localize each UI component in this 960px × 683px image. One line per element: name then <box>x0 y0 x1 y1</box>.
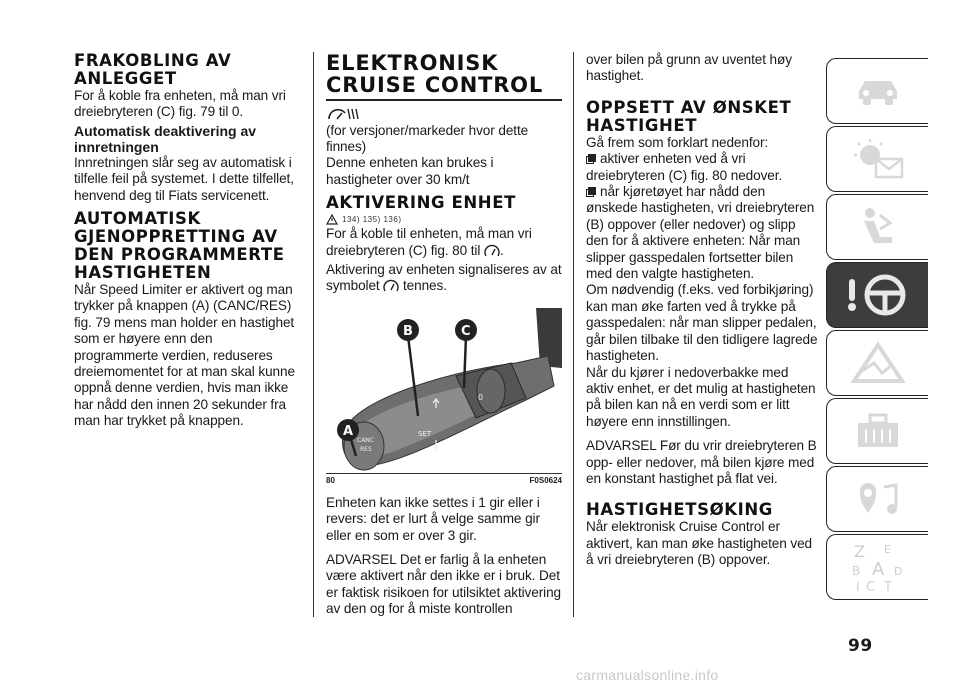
index-letter-t: T <box>883 580 892 595</box>
section-title: ELEKTRONISK CRUISE CONTROL <box>326 51 543 97</box>
paragraph-auto-deaktivering: Innretningen slår seg av automatisk i tilfelle feil på systemet. I dette tilfellet, henvend deg til Fiats servicenett. <box>74 154 294 203</box>
column-right <box>586 52 818 569</box>
cruise-symbol-icon <box>484 244 500 262</box>
tab-driving[interactable] <box>826 262 928 328</box>
warning-triangle-small-icon <box>326 214 338 225</box>
index-letter-a: A <box>871 559 884 580</box>
bullet-item-2 <box>586 184 818 282</box>
tab-warning-lights[interactable] <box>826 126 928 192</box>
paragraph-nodvendig: Om nødvendig (f.eks. ved forbikjøring) kan man øke farten ved å trykke på gasspedalen: når man slipper pedalen, går bilen tilbake til den tidligere lagrede hastigheten. <box>586 282 818 364</box>
warning-refs <box>326 214 562 225</box>
paragraph-hastigheter: Denne enheten kan brukes i hastigheter over 30 km/t <box>326 155 494 187</box>
paragraph-versjoner: (for versjoner/markeder hvor dette finnes) <box>326 122 529 154</box>
callout-b: B <box>403 323 413 339</box>
paragraph-nedoverbakke: Når du kjører i nedoverbakke med aktiv enhet, er det mulig at hastigheten på bilen kan nå en verdi som er litt høyere enn innstillingen. <box>586 364 816 429</box>
paragraph-advarsel-2: ADVARSEL Før du vrir dreiebryteren B opp- eller nedover, må bilen kjøre med en konstant hastighet på flat vei. <box>586 438 817 486</box>
footer-watermark: carmanualsonline.info <box>576 667 719 683</box>
paragraph-signal-text: Aktivering av enheten signaliseres av at symbolet <box>326 261 562 294</box>
heading-oppsett: OPPSETT AV ØNSKET HASTIGHET <box>586 97 792 135</box>
paragraph-koble-til <box>326 226 562 262</box>
heading-frakobling: FRAKOBLING AV ANLEGGET <box>74 51 232 88</box>
paragraph-signal <box>326 262 562 298</box>
car-icon <box>853 71 903 111</box>
paragraph-signal-end: tennes. <box>402 278 447 294</box>
index-letter-d: D <box>893 565 902 578</box>
cruise-symbol-icon-2 <box>383 279 399 297</box>
warning-triangle-icon <box>848 341 908 385</box>
heading-aktivering: AKTIVERING ENHET <box>326 193 516 213</box>
paragraph-ga-frem: Gå frem som forklart nedenfor: <box>586 134 769 150</box>
callout-c: C <box>461 323 471 339</box>
bullet-item-2-text: når kjøretøyet har nådd den ønskede hastigheten, vri dreiebryteren (B) oppover (eller nedover) og slipp den for å aktivere enheten: Når man slipper gasspedalen fortsetter bilen med den valgte hastigheten. <box>586 184 815 282</box>
label-set: SET <box>418 429 432 438</box>
paragraph-koble-til-end: . <box>499 242 504 258</box>
cruise-control-icon <box>326 105 562 123</box>
figure-caption <box>326 476 562 485</box>
paragraph-advarsel-1: ADVARSEL Det er farlig å la enheten være aktivert når den ikke er i bruk. Det er faktisk risikoen for utilsiktet aktivering av den og for å miste kontrollen <box>326 551 561 617</box>
subheading-auto-deaktivering: Automatisk deaktivering av innretningen <box>74 122 257 155</box>
bullet-item-1 <box>586 151 818 184</box>
column-middle <box>326 52 562 618</box>
bullet-item-1-text: aktiver enheten ved å vri dreiebryteren (C) fig. 80 nedover. <box>586 151 783 183</box>
tab-emergency[interactable] <box>826 330 928 396</box>
paragraph-gjenoppretting: Når Speed Limiter er aktivert og man trykker på knappen (A) (CANC/RES) fig. 79 mens man holder en hastighet som er høyere enn den programmerte verdien, reduseres dreiemomentet for at man skal kunne oppnå denne verdien, hvis man ikke har nådd den innen 20 sekunder fra man har trykket på knappen. <box>74 282 295 429</box>
index-letters-icon <box>846 539 910 595</box>
column-divider-2 <box>573 52 574 617</box>
figure-80 <box>326 308 562 473</box>
chapter-tabs <box>826 58 930 602</box>
paragraph-gir: Enheten kan ikke settes i 1 gir eller i revers: det er lurt å velge samme gir eller en som er over 3 gir. <box>326 494 540 543</box>
title-underline <box>326 99 562 101</box>
callout-a: A <box>343 423 354 439</box>
label-canc: CANC <box>357 436 374 444</box>
paragraph-koble-til-text: For å koble til enheten, må man vri dreiebryteren (C) fig. 80 til <box>326 226 532 258</box>
column-divider <box>313 52 314 617</box>
reference-numbers: 134) 135) 136) <box>342 215 402 225</box>
tab-car[interactable] <box>826 58 928 124</box>
index-letter-i: I <box>855 580 860 594</box>
tab-multimedia[interactable] <box>826 466 928 532</box>
media-gps-icon <box>850 477 906 521</box>
figure-code: F0S0624 <box>529 475 562 485</box>
index-letter-z: Z <box>853 542 865 561</box>
index-letter-c: C <box>865 580 875 595</box>
heading-hastighetsoking: HASTIGHETSØKING <box>586 500 773 520</box>
figure-number: 80 <box>326 475 335 485</box>
paragraph-frakobling: For å koble fra enheten, må man vri dreiebryteren (C) fig. 79 til 0. <box>74 88 286 120</box>
label-res: RES <box>360 445 372 453</box>
column-left <box>74 52 296 430</box>
stalk-illustration <box>326 308 562 473</box>
warning-lights-icon <box>848 137 908 181</box>
tab-index[interactable] <box>826 534 928 600</box>
tab-safety[interactable] <box>826 194 928 260</box>
airbag-seat-icon <box>850 205 906 249</box>
page-number: 99 <box>848 636 873 656</box>
service-toolbox-icon <box>850 409 906 453</box>
bullet-icon <box>586 154 596 164</box>
steering-wheel-key-icon <box>843 271 913 319</box>
label-zero: 0 <box>478 392 484 402</box>
heading-gjenoppretting: AUTOMATISK GJENOPPRETTING AV DEN PROGRAMMERTE HASTIGHETEN <box>74 209 285 283</box>
index-letter-e: E <box>883 543 891 556</box>
tab-service[interactable] <box>826 398 928 464</box>
paragraph-hastighetsoking: Når elektronisk Cruise Control er aktivert, kan man øke hastigheten ved å vri dreiebryteren (B) oppover. <box>586 519 813 568</box>
bullet-icon <box>586 187 596 197</box>
paragraph-continued: over bilen på grunn av uventet høy hastighet. <box>586 52 792 84</box>
index-letter-b: B <box>851 564 860 578</box>
